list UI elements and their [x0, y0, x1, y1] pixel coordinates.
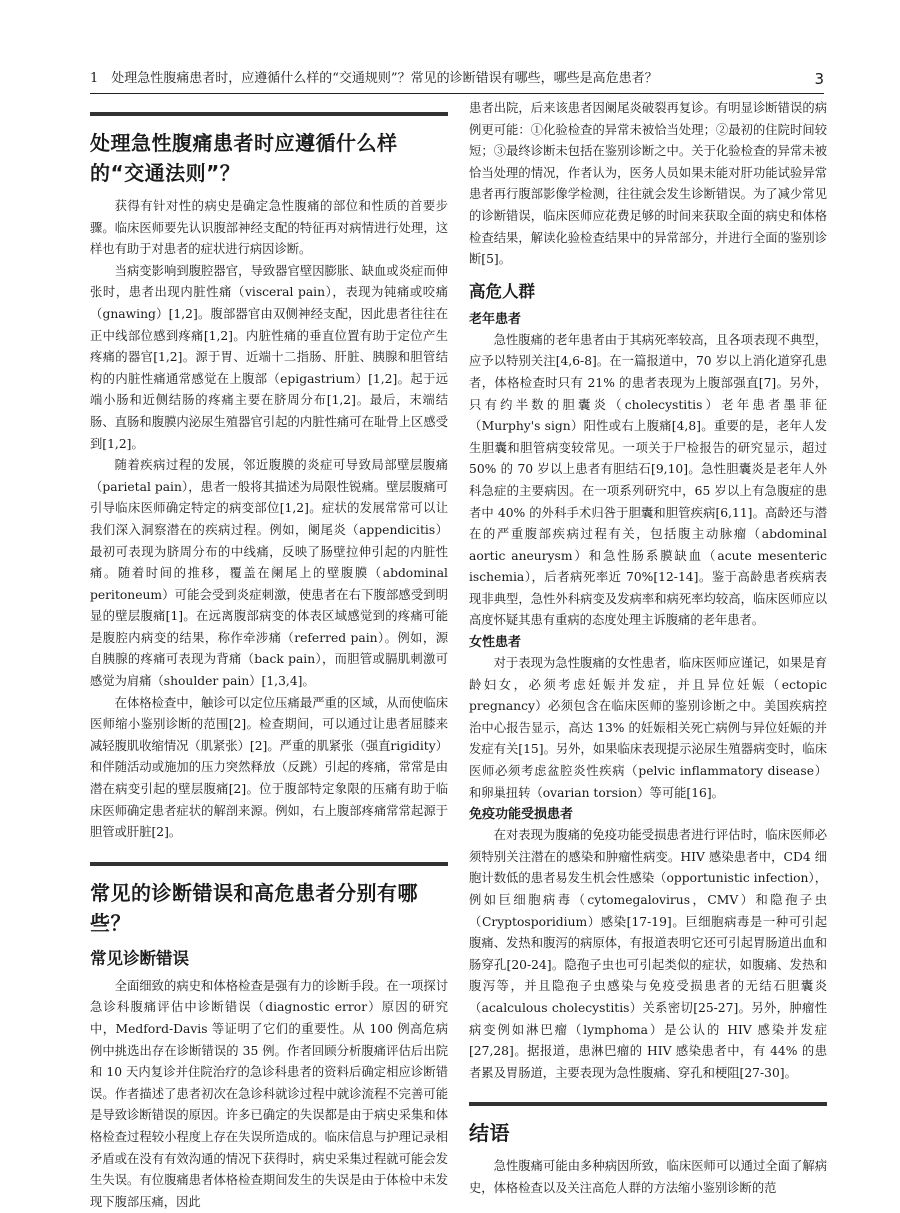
section-title-errors-high-risk: 常见的诊断错误和高危患者分别有哪些？ — [90, 880, 418, 935]
paragraph: 全面细致的病史和体格检查是强有力的诊断手段。在一项探讨急诊科腹痛评估中诊断错误（diagnostic error）原因的研究中，Medford-Davis 等证明了它们的重要性。从 100 例高危病例中挑选出存在诊断错误的 35 例。作者回顾分析腹痛评估后出院和 10 天内复诊并住院治疗的急诊科患者的资料后确定相应诊断错误。作者描述了患者初次在急诊科就诊过程中就诊流程不完善可能是导致诊断错误的原因。许多已确定的失误都是由于病史采集和体格检查过程较小程度上存在失误所造成的。临床信息与护理记录相矛盾或在没有有效沟通的情况下获得时，病史采集过程就可能会发生失误。有位腹痛患者体格检查期间发生的失误是由于体检中未发现下腹部压痛，因此 — [90, 978, 448, 1209]
paragraph: 患者出院，后来该患者因阑尾炎破裂再复诊。有明显诊断错误的病例更可能：①化验检查的异常未被恰当处理；②最初的住院时间较短；③最终诊断未包括在鉴别诊断之中。关于化验检查的异常未被恰当处理的情况，作者认为，医务人员如果未能对肝功能试验异常患者再行腹部影像学检测，往往就会发生诊断错误。为了减少常见的诊断错误，临床医师应花费足够的时间来获取全面的病史和体格检查结果，解读化验检查结果中的异常部分，并进行全面的鉴别诊断[5]。 — [469, 101, 827, 267]
paragraph: 当病变影响到腹腔器官，导致器官壁因膨胀、缺血或炎症而伸张时，患者出现内脏性痛（visceral pain），表现为钝痛或咬痛（gnawing）[1,2]。腹部器官由双侧神经支配，因此患者往往在正中线部位感到疼痛[1,2]。内脏性痛的垂直位置有助于定位产生疼痛的器官[1,2]。源于胃、近端十二指肠、肝脏、胰腺和胆管结构的内脏性痛通常感觉在上腹部（epigastrium）[1,2]。起于远端小肠和近侧结肠的疼痛主要在脐周分布[1,2]。最后，末端结肠、直肠和腹膜内泌尿生殖器官引起的内脏性痛可在耻骨上区感受到[1,2]。 — [90, 263, 448, 451]
section-title-conclusion: 结语 — [469, 1121, 510, 1146]
paragraph: 急性腹痛可能由多种病因所致，临床医师可以通过全面了解病史，体格检查以及关注高危人群的方法缩小鉴别诊断的范 — [469, 1159, 827, 1195]
left-column — [90, 98, 448, 1213]
subsection-title-common-errors: 常见诊断错误 — [90, 948, 189, 968]
subsection-title-high-risk: 高危人群 — [469, 281, 535, 301]
paragraph: 对于表现为急性腹痛的女性患者，临床医师应谨记，如果是育龄妇女，必须考虑妊娠并发症，并且异位妊娠（ectopic pregnancy）必须包含在临床医师的鉴别诊断之中。美国疾病控治中心报告显示，高达 13% 的妊娠相关死亡病例与异位妊娠的并发症有关[15]。另外，如果临床表现提示泌尿生殖器病变时，临床医师必须考虑盆腔炎性疾病（pelvic inflammatory disease）和卵巢扭转（ovarian torsion）等可能[16]。 — [469, 656, 827, 800]
section-rule — [90, 112, 448, 116]
section-title-traffic-rules: 处理急性腹痛患者时应遵循什么样的“交通法则”？ — [90, 131, 398, 185]
section-rule — [469, 1102, 827, 1106]
header-divider — [90, 93, 824, 94]
heading-female: 女性患者 — [469, 635, 522, 651]
paragraph: 随着疾病过程的发展，邻近腹膜的炎症可导致局部壁层腹痛（parietal pain），患者一般将其描述为局限性锐痛。壁层腹痛可引导临床医师确定特定的病变部位[1,2]。症状的发展常常可以让我们深入洞察潜在的疾病过程。例如，阑尾炎（appendicitis）最初可表现为脐周分布的中线痛，反映了肠壁拉伸引起的内脏性痛。随着时间的推移，覆盖在阑尾上的壁腹膜（abdominal peritoneum）可能会受到炎症刺激，使患者在右下腹部感受到明显的壁层腹痛[1]。在远离腹部病变的体表区域感觉到的疼痛可能是腹腔内病变的结果，称作牵涉痛（referred pain）。例如，源自胰腺的疼痛可表现为背痛（back pain），而胆管或膈肌刺激可感觉为肩痛（shoulder pain）[1,3,4]。 — [90, 458, 448, 689]
paragraph: 急性腹痛的老年患者由于其病死率较高，且各项表现不典型，应予以特别关注[4,6-8]。在一篇报道中，70 岁以上消化道穿孔患者，体格检查时只有 21% 的患者表现为上腹部强直[7]。另外，只有约半数的胆囊炎（cholecystitis）老年患者墨菲征（Murphy's sign）阳性或右上腹痛[4,8]。重要的是，老年人发生胆囊和胆管病变较常见。一项关于尸检报告的研究显示，超过 50% 的 70 岁以上患者有胆结石[9,10]。急性胆囊炎是老年人外科急症的主要病因。在一项系列研究中，65 岁以上有急腹症的患者中 40% 的外科手术归咎于胆囊和胆管疾病[6,11]。高龄还与潜在的严重腹部疾病过程有关，包括腹主动脉瘤（abdominal aortic aneurysm）和急性肠系膜缺血（acute mesenteric ischemia），后者病死率近 70%[12-14]。鉴于高龄患者疾病表现非典型，急性外科病变及发病率和病死率均较高，临床医师应以高度怀疑其患有重病的态度处理主诉腹痛的老年患者。 — [469, 332, 827, 628]
section-rule — [90, 862, 448, 866]
paragraph: 获得有针对性的病史是确定急性腹痛的部位和性质的首要步骤。临床医师要先认识腹部神经支配的特征再对病情进行处理，这样也有助于对患者的症状进行病因诊断。 — [90, 199, 448, 257]
running-title: 1 处理急性腹痛患者时，应遵循什么样的“交通规则”？常见的诊断错误有哪些，哪些是高危患者？ — [90, 71, 658, 86]
page-number: 3 — [814, 70, 824, 88]
paragraph: 在对表现为腹痛的免疫功能受损患者进行评估时，临床医师必须特别关注潜在的感染和肿瘤性病变。HIV 感染患者中，CD4 细胞计数低的患者易发生机会性感染（opportunistic infection），例如巨细胞病毒（cytomegalovirus，CMV）和隐孢子虫（Cryptosporidium）感染[17-19]。巨细胞病毒是一种可引起腹痛、发热和腹泻的病原体，有报道表明它还可引起胃肠道出血和肠穿孔[20-24]。隐孢子虫也可引起类似的症状，如腹痛、发热和腹泻等，并且隐孢子虫感染与免疫受损患者的无结石胆囊炎（acalculous cholecystitis）关系密切[25-27]。另外，肿瘤性病变例如淋巴瘤（lymphoma）是公认的 HIV 感染并发症[27,28]。据报道，患淋巴瘤的 HIV 感染患者中，有 44% 的患者累及胃肠道，主要表现为急性腹痛、穿孔和梗阻[27-30]。 — [469, 828, 827, 1080]
paragraph: 在体格检查中，触诊可以定位压痛最严重的区域，从而使临床医师缩小鉴别诊断的范围[2]。检查期间，可以通过让患者屈膝来减轻腹肌收缩情况（肌紧张）[2]。严重的肌紧张（强直rigidity）和伴随活动或施加的压力突然释放（反跳）引起的疼痛，常常是由潜在病变引起的壁层腹痛[2]。位于腹部特定象限的压痛有助于临床医师确定患者症状的解剖来源。例如，右上腹部疼痛常常起源于胆管或肝脏[2]。 — [90, 695, 448, 840]
heading-elderly: 老年患者 — [469, 311, 522, 327]
running-header — [90, 66, 824, 92]
right-column — [469, 98, 827, 1200]
heading-immunocompromised: 免疫功能受损患者 — [469, 807, 574, 823]
